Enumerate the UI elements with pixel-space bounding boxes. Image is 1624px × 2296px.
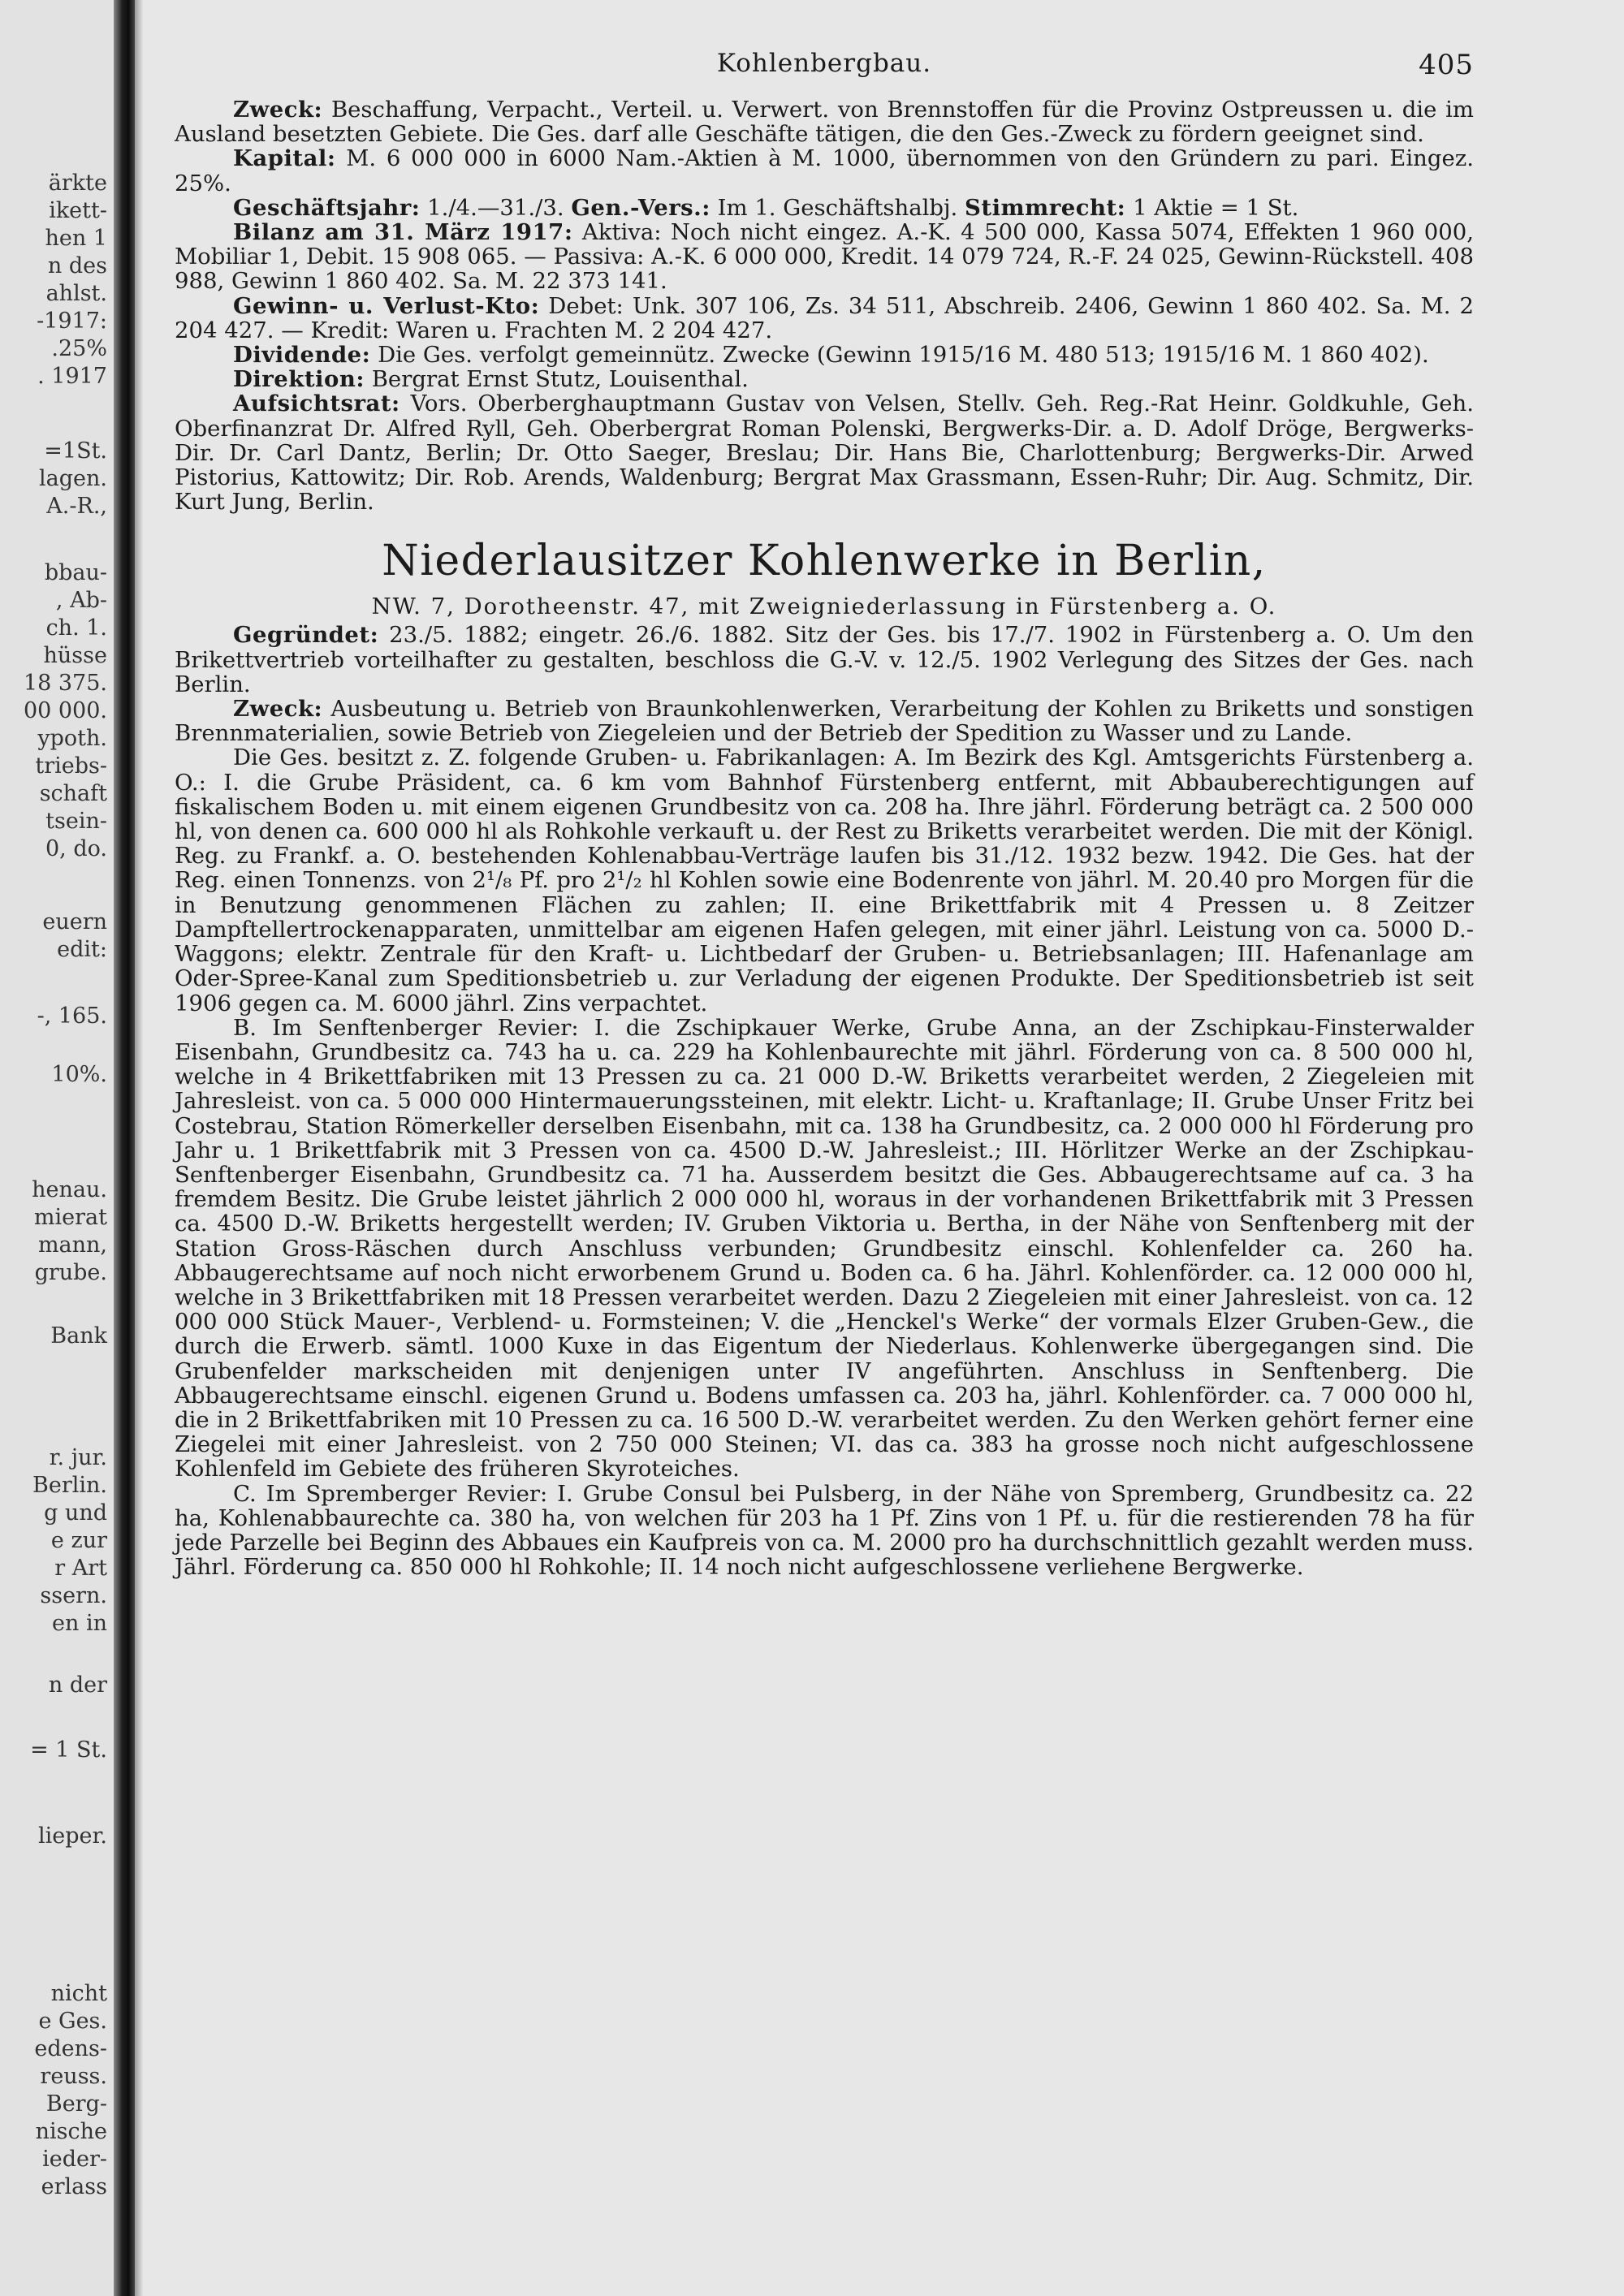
gutter-edge xyxy=(135,0,143,2296)
facing-page-fragment: hen 1 xyxy=(45,226,107,251)
facing-page-fragment: 10%. xyxy=(51,1062,107,1087)
facing-page-fragment: edens- xyxy=(34,2036,107,2061)
facing-page-fragment: bbau- xyxy=(44,560,107,585)
page-number: 405 xyxy=(1419,49,1474,81)
page xyxy=(175,49,1474,2273)
facing-page-fragment: ikett- xyxy=(49,198,107,223)
facing-page-fragment: , Ab- xyxy=(55,588,107,613)
zweck-entry-2 xyxy=(175,697,1474,745)
paragraph-c: C. Im Spremberger Revier: I. Grube Consul bei Pulsberg, in der Nähe von Spremberg, Grundbesitz ca. 22 ha, Kohlenabbaurechte ca. 380 ha, von welchen für 203 ha 1 Pf. Zins von 1 Pf. u. für die restierenden 78 ha für jede Parzelle bei Beginn des Abbaues ein Kaufpreis von ca. M. 2000 pro ha durchschnittlich gezahlt werden muss. Jährl. Förderung ca. 850 000 hl Rohkohle; II. 14 noch nicht aufgeschlossene verliehene Bergwerke. xyxy=(175,1480,1474,1581)
facing-page-fragment: mann, xyxy=(37,1232,107,1258)
gj-label: Geschäftsjahr: xyxy=(233,194,421,221)
guv-text: Debet: Unk. 307 106, Zs. 34 511, Abschreib. 2406, Gewinn 1 860 402. Sa. M. 2 204 427. — Kredit: Waren u. Frachten M. 2 204 427. xyxy=(175,292,1474,343)
facing-page-fragment: e zur xyxy=(50,1528,107,1553)
gegruendet-label: Gegründet: xyxy=(233,622,379,649)
guv-label: Gewinn- u. Verlust-Kto: xyxy=(233,292,540,319)
gj-text: 1./4.—31./3. xyxy=(420,194,564,221)
paragraph-b: B. Im Senftenberger Revier: I. die Zschipkauer Werke, Grube Anna, an der Zschipkau-Finsterwalder Eisenbahn, Grundbesitz ca. 743 ha u. ca. 229 ha Kohlenbaurechte mit jährl. Förderung von ca. 8 500 000 hl, welche in 4 Brikettfabriken mit 13 Pressen zu ca. 21 000 D.-W. Briketts verarbeitet werden, 2 Ziegeleien mit Jahresleist. von ca. 5 000 000 Hintermauerungssteinen, mit elektr. Licht- u. Kraftanlage; II. Grube Unser Fritz bei Costebrau, Station Römerkeller derselben Eisenbahn, mit ca. 138 ha Grundbesitz, ca. 2 000 000 hl Förderung pro Jahr u. 1 Brikettfabrik mit 3 Pressen von ca. 4500 D.-W. Jahresleist.; III. Hörlitzer Werke an der Zschipkau-Senftenberger Eisenbahn, Grundbesitz ca. 71 ha. Ausserdem besitzt die Ges. Abbaugerechtsame auf ca. 3 ha fremdem Besitz. Die Grube leistet jährlich 2 000 000 hl, woraus in der vorhandenen Brikettfabrik mit 3 Pressen ca. 4500 D.-W. Briketts hergestellt werden; IV. Gruben Viktoria u. Bertha, in der Nähe von Senftenberg mit der Station Gross-Räschen durch Anschluss verbunden; Grundbesitz einschl. Kohlenfelder ca. 260 ha. Abbaugerechtsame auf noch nicht erworbenem Grund u. Boden ca. 6 ha. Jährl. Kohlenförder. ca. 12 000 000 hl, welche in 3 Brikettfabriken mit 18 Pressen verarbeitet werden. Dazu 2 Ziegeleien mit einer Jahresleist. von ca. 12 000 000 Stück Mauer-, Verblend- u. Formsteinen; V. die „Henckel's Werke“ der vormals Elzer Gruben-Gew., die durch die Erwerb. sämtl. 1000 Kuxe in das Eigentum der Niederlaus. Kohlenwerke übergegangen sind. Die Grubenfelder markscheiden mit denjenigen unter IV angeführten. Anschluss in Senftenberg. Die Abbaugerechtsame einschl. eigenen Grund u. Bodens umfassen ca. 203 ha, jährl. Kohlenförder. ca. 7 000 000 hl, die in 2 Brikettfabriken mit 10 Pressen zu ca. 16 500 D.-W. verarbeitet werden. Zu den Werken gehört ferner eine Ziegelei mit einer Jahresleist. von 2 750 000 Steinen; VI. das ca. 383 ha grosse noch nicht aufgeschlossene Kohlenfeld im Gebiete des früheren Skyroteiches. xyxy=(175,1014,1474,1482)
dividende-text: Die Ges. verfolgt gemeinnütz. Zwecke (Gewinn 1915/16 M. 480 513; 1915/16 M. 1 860 402). xyxy=(370,342,1429,369)
bilanz-text: Aktiva: Noch nicht eingez. A.-K. 4 500 000, Kassa 5074, Effekten 1 960 000, Mobiliar 1, Debit. 15 908 065. — Passiva: A.-K. 6 000 000, Kredit. 14 079 724, R.-F. 24 025, Gewinn-Rückstell. 408 988, Gewinn 1 860 402. Sa. M. 22 373 141. xyxy=(175,219,1474,295)
facing-page-fragment: n der xyxy=(48,1672,107,1698)
running-head-title: Kohlenbergbau. xyxy=(716,49,932,78)
facing-page-fragment: erlass xyxy=(41,2174,107,2199)
facing-page-fragment: ahlst. xyxy=(45,281,107,306)
paragraph-a: Die Ges. besitzt z. Z. folgende Gruben- u. Fabrikanlagen: A. Im Bezirk des Kgl. Amtsgerichts Fürstenberg a. O.: I. die Grube Präsident, ca. 6 km vom Bahnhof Fürstenberg entfernt, mit Abbauberechtigungen auf fiskalischem Boden u. mit einem eigenen Grundbesitz von ca. 208 ha. Ihre jährl. Förderung beträgt ca. 2 500 000 hl, von denen ca. 600 000 hl als Rohkohle verkauft u. der Rest zu Briketts verarbeitet werden. Die mit der Königl. Reg. zu Frankf. a. O. bestehenden Kohlenabbau-Verträge laufen bis 31./12. 1932 bezw. 1942. Die Ges. hat der Reg. einen Tonnenzs. von 2¹/₈ Pf. pro 2¹/₂ hl Kohlen sowie eine Bodenrente von jährl. M. 20.40 pro Morgen für die in Benutzung genommenen Flächen zu zahlen; II. eine Brikettfabrik mit 4 Pressen u. 8 Zeitzer Dampftellertrockenapparaten, unmittelbar am eigenen Hafen gelegen, mit einer jährl. Leistung von ca. 5000 D.-Waggons; elektr. Zentrale für den Kraft- u. Lichtbedarf der Gruben- u. Betriebsanlagen; III. Hafenanlage am Oder-Spree-Kanal zum Speditionsbetrieb u. zur Verladung der eigenen Produkte. Der Speditionsbetrieb ist seit 1906 gegen ca. M. 6000 jährl. Zins verpachtet. xyxy=(175,744,1474,1016)
facing-page-fragment: -, 165. xyxy=(37,1003,107,1029)
facing-page-fragment: tsein- xyxy=(45,809,107,834)
aufsichtsrat-entry xyxy=(175,391,1474,514)
facing-page-fragment: lieper. xyxy=(37,1823,107,1849)
dividende-entry xyxy=(175,343,1474,367)
zweck-label: Zweck: xyxy=(233,97,323,123)
zweck-entry xyxy=(175,97,1474,146)
facing-page-fragment: reuss. xyxy=(40,2064,107,2089)
company-title: Niederlausitzer Kohlenwerke in Berlin, xyxy=(382,537,1267,586)
facing-page-fragment: 18 375. xyxy=(23,671,107,696)
facing-page-fragment: edit: xyxy=(57,937,107,962)
facing-page-fragment: ch. 1. xyxy=(45,615,107,641)
kapital-entry xyxy=(175,146,1474,195)
dividende-label: Dividende: xyxy=(233,342,371,369)
direktion-entry xyxy=(175,367,1474,391)
bilanz-label: Bilanz am 31. März 1917: xyxy=(233,219,573,246)
gegruendet-entry xyxy=(175,623,1474,697)
facing-page-fragment: ieder- xyxy=(42,2147,107,2172)
bilanz-entry xyxy=(175,220,1474,294)
direktion-label: Direktion: xyxy=(233,366,365,393)
facing-page-fragment: e Ges. xyxy=(38,2009,107,2034)
facing-page-fragment: -1917: xyxy=(37,309,107,334)
stimmrecht-text: 1 Aktie = 1 St. xyxy=(1125,194,1299,221)
facing-page-fragment: nicht xyxy=(50,1981,107,2006)
facing-page-fragment: n des xyxy=(47,253,107,278)
zweck-label-2: Zweck: xyxy=(233,696,323,723)
facing-page-fragment: r Art xyxy=(54,1556,107,1581)
facing-page-fragment: .25% xyxy=(51,336,107,361)
kapital-text: M. 6 000 000 in 6000 Nam.-Aktien à M. 1000, übernommen von den Gründern zu pari. Eingez. 25%. xyxy=(175,145,1474,196)
facing-page-fragment: ärkte xyxy=(48,170,107,196)
facing-page-fragment: nische xyxy=(35,2119,107,2144)
gv-text: Im 1. Geschäftshalbj. xyxy=(710,194,958,221)
zweck-text-2: Ausbeutung u. Betrieb von Braunkohlenwerken, Verarbeitung der Kohlen zu Briketts und sonstigen Brennmaterialien, sowie Betrieb von Ziegeleien und der Betrieb der Spedition zu Wasser und zu Lande. xyxy=(175,696,1474,747)
facing-page-fragment: hüsse xyxy=(43,643,107,668)
facing-page-fragment: =1St. xyxy=(44,438,107,464)
gegruendet-text: 23./5. 1882; eingetr. 26./6. 1882. Sitz der Ges. bis 17./7. 1902 in Fürstenberg a. O. Um den Brikettvertrieb vorteilhafter zu gestalten, beschloss die G.-V. v. 12./5. 1902 Verlegung des Sitzes der Ges. nach Berlin. xyxy=(175,622,1474,697)
facing-page-fragment: = 1 St. xyxy=(30,1737,107,1763)
facing-page-fragment: Bank xyxy=(50,1323,107,1349)
geschaeftsjahr-entry xyxy=(175,196,1474,220)
book-gutter xyxy=(114,0,135,2296)
guv-entry xyxy=(175,294,1474,343)
direktion-text: Bergrat Ernst Stutz, Louisenthal. xyxy=(364,366,749,393)
facing-page-fragment: r. jur. xyxy=(49,1445,107,1470)
facing-page-fragment: g und xyxy=(44,1500,107,1526)
facing-page-fragment: en in xyxy=(52,1611,107,1636)
facing-page-fragment: ssern. xyxy=(40,1583,107,1608)
facing-page-fragment: mierat xyxy=(33,1205,107,1230)
company-address: NW. 7, Dorotheenstr. 47, mit Zweigniederlassung in Fürstenberg a. O. xyxy=(371,593,1277,620)
zweck-text: Beschaffung, Verpacht., Verteil. u. Verwert. von Brennstoffen für die Provinz Ostpreussen u. die im Ausland besetzten Gebiete. Die Ges. darf alle Geschäfte tätigen, die den Ges.-Zweck zu fördern geeignet sind. xyxy=(175,97,1474,148)
facing-page-fragment: euern xyxy=(42,909,107,934)
adjacent-page-strip xyxy=(0,0,114,2296)
facing-page-fragment: Berlin. xyxy=(32,1473,107,1498)
aufsichtsrat-text: Vors. Oberberghauptmann Gustav von Velsen, Stellv. Geh. Reg.-Rat Heinr. Goldkuhle, Geh. Oberfinanzrat Dr. Alfred Ryll, Geh. Oberbergrat Roman Polenski, Bergwerks-Dir. a. D. Adolf Dröge, Bergwerks-Dir. Dr. Carl Dantz, Berlin; Dr. Otto Saeger, Breslau; Dir. Hans Bie, Charlottenburg; Bergwerks-Dir. Arwed Pistorius, Kattowitz; Dir. Rob. Arends, Waldenburg; Bergrat Max Grassmann, Essen-Ruhr; Dir. Aug. Schmitz, Dir. Kurt Jung, Berlin. xyxy=(175,391,1474,516)
facing-page-fragment: triebs- xyxy=(35,753,107,779)
gv-label: Gen.-Vers.: xyxy=(571,194,710,221)
running-head xyxy=(175,49,1474,97)
facing-page-fragment: schaft xyxy=(39,781,107,806)
stimmrecht-label: Stimmrecht: xyxy=(965,194,1126,221)
facing-page-fragment: ypoth. xyxy=(37,726,107,751)
facing-page-fragment: lagen. xyxy=(39,466,107,491)
facing-page-fragment: 0, do. xyxy=(45,836,107,861)
facing-page-fragment: . 1917 xyxy=(37,364,107,389)
facing-page-fragment: henau. xyxy=(32,1177,107,1202)
aufsichtsrat-label: Aufsichtsrat: xyxy=(233,391,400,417)
facing-page-fragment: 00 000. xyxy=(23,698,107,723)
facing-page-fragment: Berg- xyxy=(45,2091,107,2117)
facing-page-fragment: grube. xyxy=(34,1260,107,1285)
facing-page-fragment: A.-R., xyxy=(46,494,107,519)
kapital-label: Kapital: xyxy=(233,145,336,172)
